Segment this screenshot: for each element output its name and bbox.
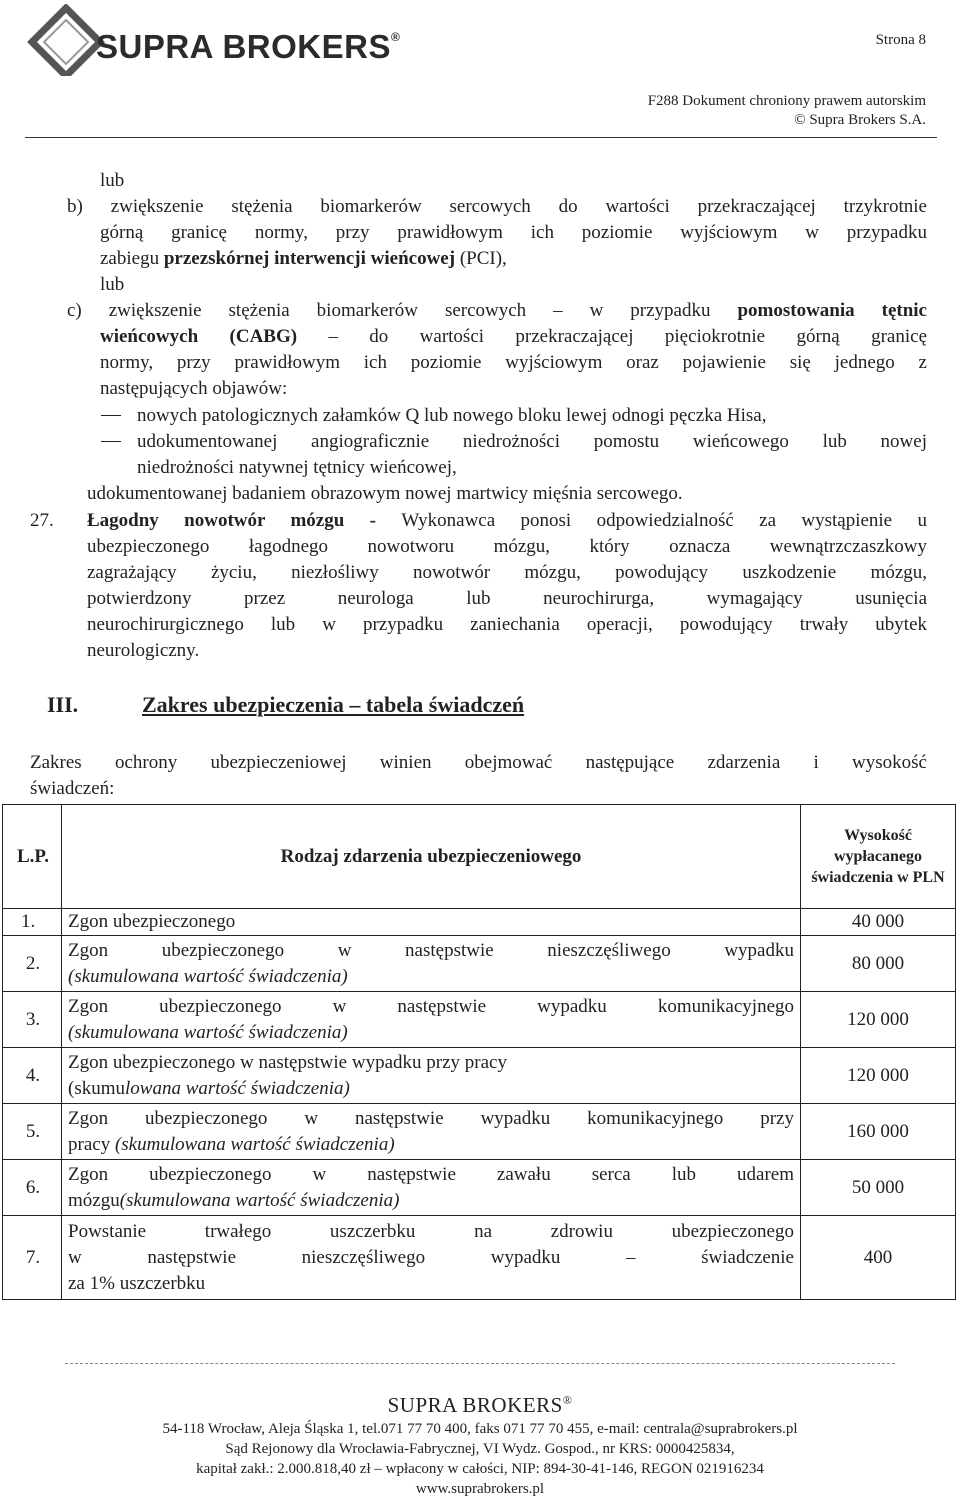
- symptom-item: udokumentowanej angiograficznie niedrożności pomostu wieńcowego lub nowej: [137, 431, 927, 452]
- footer-address: 54-118 Wrocław, Aleja Śląska 1, tel.071 77 70 400, faks 071 77 70 455, e-mail: centrala@suprabrokers.pl: [162, 1421, 798, 1437]
- table-row: 5. Zgon ubezpieczonego w następstwie wypadku komunikacyjnego przy pracy (skumulowana wartość świadczenia) 160 000: [3, 1104, 956, 1160]
- footer-capital: kapitał zakł.: 2.000.818,40 zł – wpłacony w całości, NIP: 894-30-41-146, REGON 021916234: [196, 1461, 764, 1477]
- paragraph-27-line: zagrażający życiu, niezłośliwy nowotwór mózgu, powodujący uszkodzenie mózgu,: [87, 562, 927, 583]
- paragraph-number: 27.: [30, 510, 54, 531]
- paragraph-27-line: ubezpieczonego łagodnego nowotworu mózgu, który oznacza wewnątrzczaszkowy: [87, 536, 927, 557]
- item-c-line: wieńcowych (CABG) – do wartości przekraczającej pięciokrotnie górną granicę: [100, 326, 928, 347]
- paragraph-27-line: Łagodny nowotwór mózgu - Wykonawca ponosi odpowiedzialność za wystąpienie u: [87, 510, 927, 531]
- header-divider: [25, 137, 937, 138]
- footer-website[interactable]: www.suprabrokers.pl: [415, 1481, 545, 1497]
- item-c-line: następujących objawów:: [100, 378, 288, 399]
- footer-court: Sąd Rejonowy dla Wrocławia-Fabrycznej, VI Wydz. Gospod., nr KRS: 0000425834,: [225, 1441, 735, 1457]
- table-row: 2. Zgon ubezpieczonego w następstwie nieszczęśliwego wypadku (skumulowana wartość świadczenia) 80 000: [3, 936, 956, 992]
- dash-bullet-icon: [101, 415, 121, 416]
- footer-divider: [65, 1363, 895, 1364]
- company-logo: [26, 4, 456, 76]
- item-b-line: zabiegu przezskórnej interwencji wieńcowej (PCI),: [100, 248, 507, 269]
- section-number: III.: [47, 692, 79, 717]
- table-header-row: [3, 805, 956, 909]
- paragraph-27-line: neurologiczny.: [87, 640, 200, 661]
- symptom-item: nowych patologicznych załamków Q lub nowego bloku lewej odnogi pęczka Hisa,: [137, 405, 767, 426]
- intro-text: Zakres ochrony ubezpieczeniowej winien obejmować następujące zdarzenia i wysokość: [30, 752, 927, 773]
- section-title: Zakres ubezpieczenia – tabela świadczeń: [142, 692, 525, 717]
- benefits-table: [2, 804, 956, 1300]
- table-row: 3. Zgon ubezpieczonego w następstwie wypadku komunikacyjnego (skumulowana wartość świadczenia) 120 000: [3, 992, 956, 1048]
- page-number: Strona 8: [875, 32, 926, 48]
- text-lub: lub: [100, 170, 125, 191]
- footer-brand: SUPRA BROKERS®: [387, 1393, 573, 1417]
- item-c-line: normy, przy prawidłowym ich poziomie wyjściowym oraz pojawienie się jednego z: [100, 352, 927, 373]
- item-c-line: c) zwiększenie stężenia biomarkerów sercowych – w przypadku pomostowania tętnic: [67, 300, 927, 321]
- table-row: 1. Zgon ubezpieczonego 40 000: [3, 909, 956, 936]
- copyright-notice: F288 Dokument chroniony prawem autorskim: [647, 93, 926, 109]
- header-event-type: Rodzaj zdarzenia ubezpieczeniowego: [62, 805, 801, 909]
- dash-bullet-icon: [101, 441, 121, 442]
- logo-mark-icon: [26, 4, 106, 76]
- table-row: 4. Zgon ubezpieczonego w następstwie wypadku przy pracy (skumulowana wartość świadczenia) 120 000: [3, 1048, 956, 1104]
- header-amount: Wysokość wypłacanego świadczenia w PLN: [801, 805, 956, 909]
- logo-wordmark: SUPRA BROKERS®: [96, 28, 401, 65]
- copyright-owner: © Supra Brokers S.A.: [794, 112, 926, 128]
- paragraph-27-line: potwierdzony przez neurologa lub neurochirurga, wymagający usunięcia: [87, 588, 927, 609]
- text-lub: lub: [100, 274, 125, 295]
- table-row: 6. Zgon ubezpieczonego w następstwie zawału serca lub udarem mózgu(skumulowana wartość świadczenia) 50 000: [3, 1160, 956, 1216]
- paragraph-27-line: neurochirurgicznego lub w przypadku zaniechania operacji, powodujący trwały ubytek: [87, 614, 927, 635]
- symptom-item: udokumentowanej badaniem obrazowym nowej martwicy mięśnia sercowego.: [87, 483, 683, 504]
- header-lp: L.P.: [3, 805, 62, 909]
- item-b-line: górną granicę normy, przy prawidłowym ich poziomie wyjściowym w przypadku: [100, 222, 927, 243]
- table-row: 7. Powstanie trwałego uszczerbku na zdrowiu ubezpieczonego w następstwie nieszczęśliwego wypadku – świadczenie za 1% uszczerbku 400: [3, 1216, 956, 1300]
- symptom-item: niedrożności natywnej tętnicy wieńcowej,: [137, 457, 457, 478]
- item-b-line: b) zwiększenie stężenia biomarkerów sercowych do wartości przekraczającej trzykrotnie: [67, 196, 927, 217]
- intro-text: świadczeń:: [30, 778, 115, 799]
